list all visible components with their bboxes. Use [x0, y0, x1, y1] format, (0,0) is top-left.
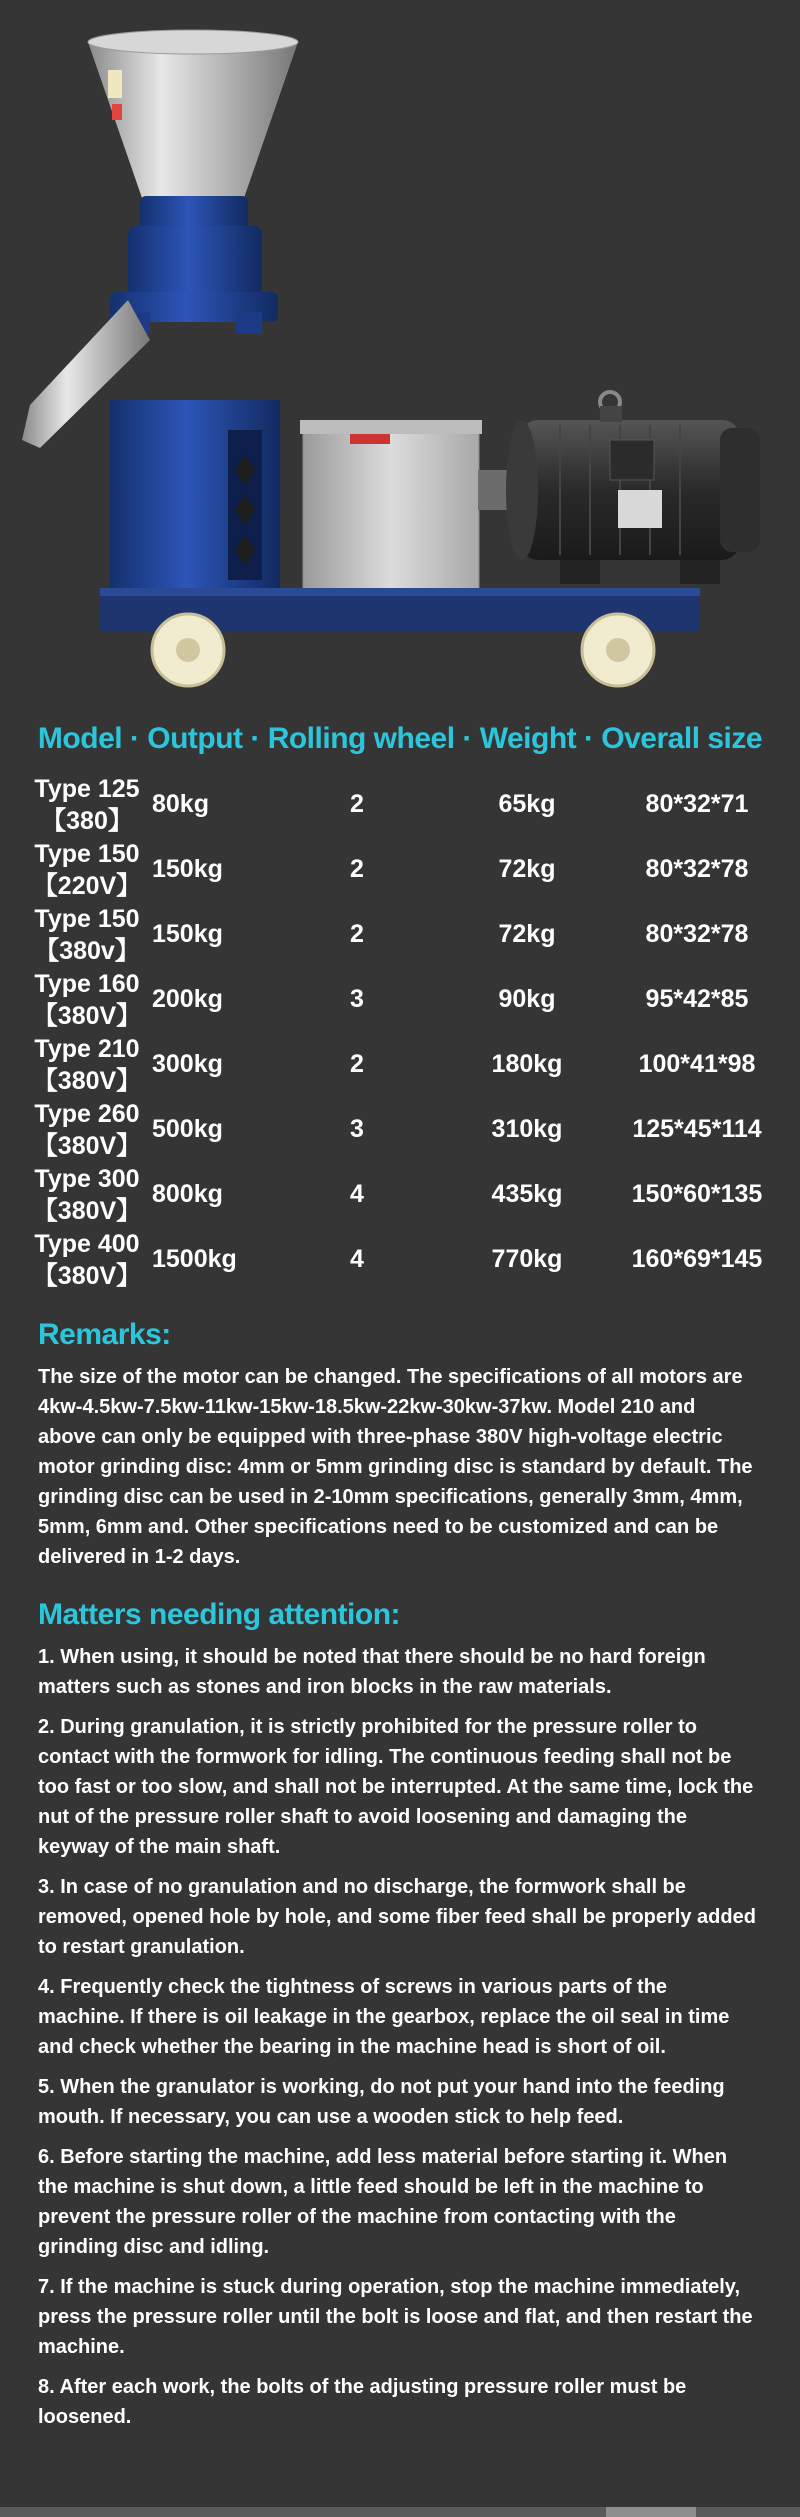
- weight-cell: 72kg: [498, 920, 556, 948]
- wheels-cell: 2: [350, 1050, 364, 1078]
- model-voltage: 【380v】: [34, 936, 140, 965]
- size-cell: 100*41*98: [638, 1050, 756, 1078]
- spec-table: [22, 772, 782, 1292]
- spec-row: [22, 1097, 782, 1162]
- wheels-cell: 4: [350, 1245, 364, 1273]
- output-cell: 200kg: [152, 985, 223, 1013]
- output-cell: 1500kg: [152, 1245, 237, 1273]
- attention-item: 6. Before starting the machine, add less material before starting it. When the machine is shut down, a little feed should be left in the machine to prevent the pressure roller of the machine from contacting with the grinding disc and idling.: [38, 2146, 728, 2258]
- model-voltage: 【380V】: [32, 1261, 142, 1290]
- weight-cell: 310kg: [491, 1115, 563, 1143]
- remarks-section: [38, 1318, 758, 1582]
- weight-cell: 90kg: [498, 985, 556, 1013]
- model-cell: [22, 902, 152, 967]
- model-voltage: 【380V】: [32, 1196, 142, 1225]
- weight-cell: 72kg: [498, 855, 556, 883]
- weight-cell: 770kg: [491, 1245, 563, 1273]
- model-name: Type 260: [34, 1099, 140, 1128]
- spec-row: [22, 1227, 782, 1292]
- wheels-cell: 3: [350, 985, 364, 1013]
- spec-row: [22, 967, 782, 1032]
- output-cell: 80kg: [152, 790, 209, 818]
- model-cell: [22, 1227, 152, 1292]
- attention-item: 4. Frequently check the tightness of screws in various parts of the machine. If there is oil leakage in the gearbox, replace the oil seal in time and check whether the bearing in the machine head is short of oil.: [38, 1976, 730, 2058]
- model-name: Type 125: [34, 774, 140, 803]
- spec-section: [0, 722, 800, 1290]
- model-name: Type 150: [34, 839, 140, 868]
- attention-item: 7. If the machine is stuck during operation, stop the machine immediately, press the pressure roller until the bolt is loose and flat, and then restart the machine.: [38, 2276, 753, 2358]
- attention-title: Matters needing attention:: [38, 1598, 401, 1631]
- model-name: Type 150: [34, 904, 140, 933]
- output-cell: 150kg: [152, 855, 223, 883]
- size-cell: 80*32*78: [645, 920, 749, 948]
- weight-cell: 65kg: [498, 790, 556, 818]
- spec-row: [22, 1032, 782, 1097]
- model-voltage: 【380】: [41, 806, 133, 835]
- attention-item: 3. In case of no granulation and no discharge, the formwork shall be removed, opened hole by hole, and some fiber feed shall be properly added to restart granulation.: [38, 1876, 756, 1958]
- remarks-text: The size of the motor can be changed. The specifications of all motors are 4kw-4.5kw-7.5kw-11kw-15kw-18.5kw-22kw-30kw-37kw. Model 210 and above can only be equipped with three-phase 380V high-voltage electric motor grinding disc: 4mm or 5mm grinding disc is standard by default. The grinding disc can be used in 2-10mm specifications, generally 3mm, 4mm, 5mm, 6mm and. Other specifications need to be customized and can be delivered in 1-2 days.: [38, 1366, 753, 1568]
- wheels-cell: 2: [350, 920, 364, 948]
- attention-section: [38, 1598, 758, 2442]
- spec-row: [22, 902, 782, 967]
- scroll-indicator-thumb: [606, 2507, 696, 2517]
- model-name: Type 400: [34, 1229, 140, 1258]
- size-cell: 80*32*78: [645, 855, 749, 883]
- scroll-indicator-bar: [0, 2507, 800, 2517]
- weight-cell: 435kg: [491, 1180, 563, 1208]
- remarks-title: Remarks:: [38, 1318, 171, 1351]
- attention-item: 2. During granulation, it is strictly prohibited for the pressure roller to contact with the formwork for idling. The continuous feeding shall not be too fast or too slow, and shall not be interrupted. At the same time, lock the nut of the pressure roller shaft to avoid loosening and damaging the keyway of the main shaft.: [38, 1716, 754, 1858]
- size-cell: 125*45*114: [632, 1115, 762, 1143]
- output-cell: 150kg: [152, 920, 223, 948]
- output-cell: 500kg: [152, 1115, 223, 1143]
- wheels-cell: 4: [350, 1180, 364, 1208]
- weight-cell: 180kg: [491, 1050, 563, 1078]
- spec-table-header: Model · Output · Rolling wheel · Weight · Overall size: [37, 722, 763, 755]
- model-cell: [22, 837, 152, 902]
- size-cell: 160*69*145: [631, 1245, 763, 1273]
- model-cell: [22, 1162, 152, 1227]
- model-voltage: 【380V】: [32, 1131, 142, 1160]
- model-cell: [22, 1032, 152, 1097]
- wheels-cell: 3: [350, 1115, 364, 1143]
- model-name: Type 160: [34, 969, 140, 998]
- size-cell: 80*32*71: [645, 790, 749, 818]
- attention-item: 5. When the granulator is working, do not put your hand into the feeding mouth. If necessary, you can use a wooden stick to help feed.: [38, 2076, 725, 2128]
- attention-list: [38, 1642, 758, 2432]
- attention-item: 1. When using, it should be noted that there should be no hard foreign matters such as stones and iron blocks in the raw materials.: [38, 1646, 706, 1698]
- model-name: Type 210: [34, 1034, 140, 1063]
- model-cell: [22, 967, 152, 1032]
- model-voltage: 【380V】: [32, 1066, 142, 1095]
- wheels-cell: 2: [350, 790, 364, 818]
- model-cell: [22, 1097, 152, 1162]
- model-voltage: 【220V】: [32, 871, 142, 900]
- wheels-cell: 2: [350, 855, 364, 883]
- model-name: Type 300: [34, 1164, 140, 1193]
- size-cell: 95*42*85: [645, 985, 749, 1013]
- model-cell: [22, 772, 152, 837]
- spec-row: [22, 837, 782, 902]
- size-cell: 150*60*135: [631, 1180, 763, 1208]
- pellet-machine-illustration: [0, 0, 800, 710]
- spec-row: [22, 772, 782, 837]
- spec-row: [22, 1162, 782, 1227]
- model-voltage: 【380V】: [32, 1001, 142, 1030]
- attention-item: 8. After each work, the bolts of the adjusting pressure roller must be loosened.: [38, 2376, 687, 2428]
- output-cell: 800kg: [152, 1180, 223, 1208]
- output-cell: 300kg: [152, 1050, 223, 1078]
